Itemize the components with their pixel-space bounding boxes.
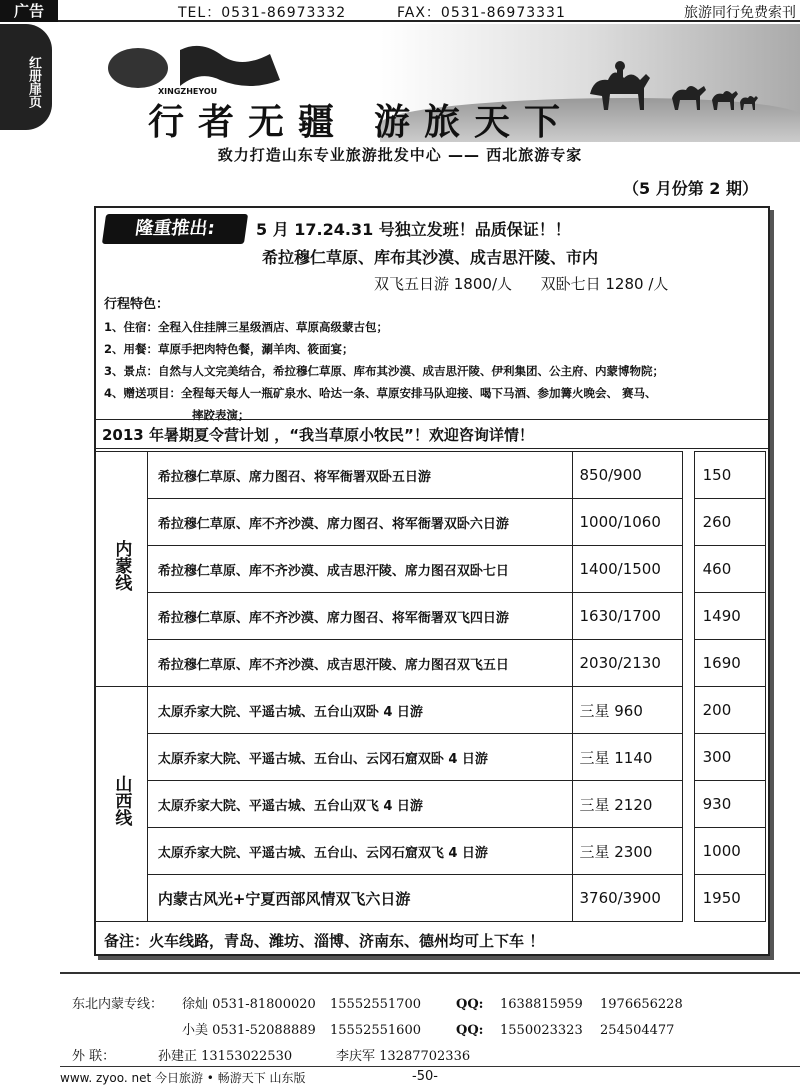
qq-number: 254504477	[600, 1023, 675, 1038]
fax-number: FAX：0531-86973331	[397, 5, 566, 21]
contact-mobile: 15552551700	[330, 997, 421, 1012]
contact-row	[72, 992, 683, 1018]
route-child-price: 1490	[694, 593, 765, 640]
promo-tag: 隆重推出:	[102, 214, 248, 244]
qq-label: QQ:	[456, 1023, 484, 1038]
banner	[60, 24, 800, 142]
slogan-left: 行者无疆	[148, 101, 349, 142]
qq-number: 1976656228	[600, 997, 683, 1012]
qq-label: QQ:	[456, 997, 484, 1012]
contact-person: 徐灿 0531-81800020	[182, 997, 316, 1012]
route-price: 850/900	[573, 452, 682, 499]
feature-item: 1、住宿：全程入住挂牌三星级酒店、草原高级蒙古包；	[104, 320, 388, 334]
route-price: 三星 1140	[573, 734, 682, 781]
route-price: 1000/1060	[573, 499, 682, 546]
mission-statement: 致力打造山东专业旅游批发中心 —— 西北旅游专家	[217, 146, 583, 164]
route-price: 三星 2300	[573, 828, 682, 875]
summer-camp-banner: 2013 年暑期夏令营计划 ，“我当草原小牧民”！欢迎咨询详情！	[96, 419, 768, 449]
qq-number: 1638815959	[500, 997, 583, 1012]
liaison-person: 李庆军 13287702336	[336, 1049, 471, 1064]
company-logo	[100, 40, 290, 96]
group-label-inner-mongolia: 内蒙线	[96, 452, 147, 687]
table-row	[96, 452, 766, 499]
itinerary-features	[104, 294, 764, 426]
route-name: 希拉穆仁草原、库不齐沙漠、席力图召、将军衙署双卧六日游	[147, 499, 573, 546]
route-name: 太原乔家大院、平遥古城、五台山、云冈石窟双飞 4 日游	[147, 828, 573, 875]
route-child-price: 200	[694, 687, 765, 734]
route-name: 太原乔家大院、平遥古城、五台山双飞 4 日游	[147, 781, 573, 828]
route-child-price: 150	[694, 452, 765, 499]
contacts	[72, 992, 683, 1070]
table-row	[96, 640, 766, 687]
feature-item: 3、景点：自然与人文完美结合，希拉穆仁草原、库布其沙漠、成吉思汗陵、伊利集团、公主府、内蒙博物院；	[104, 364, 664, 378]
contact-mobile: 15552551600	[330, 1023, 421, 1038]
feature-item: 2、用餐：草原手把肉特色餐，涮羊肉、筱面宴；	[104, 342, 354, 356]
route-price: 3760/3900	[573, 875, 682, 922]
footer	[60, 1066, 800, 1085]
features-title: 行程特色：	[104, 297, 170, 312]
slogan-right: 游旅天下	[374, 101, 575, 142]
promo-prices: 双飞五日游 1800/人 双卧七日 1280 /人	[374, 275, 669, 293]
route-name: 希拉穆仁草原、库不齐沙漠、成吉思汗陵、席力图召双飞五日	[147, 640, 573, 687]
route-child-price: 1000	[694, 828, 765, 875]
route-child-price: 300	[694, 734, 765, 781]
table-row	[96, 593, 766, 640]
group-label-shanxi: 山西线	[96, 687, 147, 922]
ad-label: 广告	[0, 0, 58, 22]
page-number: -50-	[412, 1069, 438, 1084]
table-row	[96, 546, 766, 593]
promo-dates: 5 月 17.24.31 号独立发班！品质保证！！	[256, 220, 571, 239]
route-price: 2030/2130	[573, 640, 682, 687]
contact-row	[72, 1018, 683, 1044]
promo-route: 希拉穆仁草原、库布其沙漠、成吉思汗陵、市内	[262, 248, 599, 267]
liaison-person: 孙建正 13153022530	[158, 1049, 293, 1064]
logo-text: XINGZHEYOU	[158, 87, 218, 96]
footer-site: www. zyoo. net 今日旅游 • 畅游天下 山东版	[60, 1071, 306, 1085]
side-tab: 红册扉页	[0, 24, 52, 130]
contact-person: 小美 0531-52088889	[182, 1023, 316, 1038]
publication-name: 旅游同行免费索刊	[684, 5, 796, 21]
route-child-price: 460	[694, 546, 765, 593]
feature-continuation: 摔跤表演；	[192, 408, 250, 422]
route-price: 三星 2120	[573, 781, 682, 828]
route-price: 1630/1700	[573, 593, 682, 640]
route-name: 希拉穆仁草原、库不齐沙漠、席力图召、将军衙署双飞四日游	[147, 593, 573, 640]
table-row	[96, 828, 766, 875]
route-name: 希拉穆仁草原、席力图召、将军衙署双卧五日游	[147, 452, 573, 499]
slogan	[148, 94, 574, 142]
routes-table	[96, 451, 766, 922]
route-name: 希拉穆仁草原、库不齐沙漠、成吉思汗陵、席力图召双卧七日	[147, 546, 573, 593]
route-name: 太原乔家大院、平遥古城、五台山、云冈石窟双卧 4 日游	[147, 734, 573, 781]
liaison-label: 外 联：	[72, 1049, 116, 1064]
top-bar	[0, 0, 800, 22]
route-name: 内蒙古风光+宁夏西部风情双飞六日游	[147, 875, 573, 922]
route-child-price: 1690	[694, 640, 765, 687]
table-row	[96, 499, 766, 546]
tel-number: TEL：0531-86973332	[178, 5, 347, 21]
line-label: 东北内蒙专线：	[72, 997, 164, 1012]
camel-caravan-icon	[580, 44, 760, 114]
route-name: 太原乔家大院、平遥古城、五台山双卧 4 日游	[147, 687, 573, 734]
route-price: 1400/1500	[573, 546, 682, 593]
feature-item: 4、赠送项目：全程每天每人一瓶矿泉水、哈达一条、草原安排马队迎接、喝下马酒、参加篝火晚会、 赛马、	[104, 386, 657, 400]
table-row	[96, 875, 766, 922]
route-child-price: 1950	[694, 875, 765, 922]
table-row	[96, 687, 766, 734]
route-child-price: 260	[694, 499, 765, 546]
divider	[60, 972, 800, 974]
table-row	[96, 781, 766, 828]
route-price: 三星 960	[573, 687, 682, 734]
table-row	[96, 734, 766, 781]
notes: 备注：火车线路，青岛、潍坊、淄博、济南东、德州均可上下车 ！	[104, 932, 545, 950]
route-child-price: 930	[694, 781, 765, 828]
qq-number: 1550023323	[500, 1023, 583, 1038]
issue-label: （5 月份第 2 期）	[623, 179, 758, 198]
